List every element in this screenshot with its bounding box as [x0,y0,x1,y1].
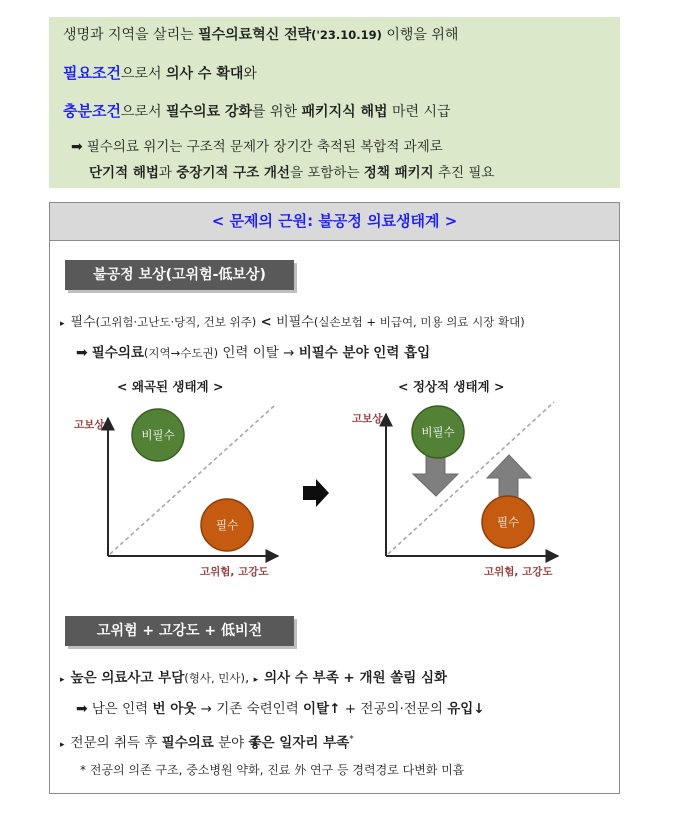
section-label-unfair-compensation: 불공정 보상(고위험-低보상) [65,260,294,290]
normal-ecosystem-title: < 정상적 생태계 > [398,379,505,394]
section2-bullet-1: ▸ 높은 의료사고 부담(형사, 민사), ▸ 의사 수 부족 + 개원 쏠림 심화 [60,670,448,686]
right-arrow-icon: ➡ [76,701,88,717]
panel-title: < 문제의 근원: 불공정 의료생태계 > [50,203,619,241]
ecosystem-diagrams [50,398,619,618]
bullet-triangle-icon: ▸ [253,675,259,685]
essential-bubble-label: 필수 [215,518,239,532]
transition-arrow-icon [303,479,329,507]
intro-panel [49,17,620,188]
section2-bullet-3: ▸ 전문의 취득 후 필수의료 분야 좋은 일자리 부족* [60,734,354,751]
distorted-ecosystem-chart [73,406,278,578]
distorted-ecosystem-title: < 왜곡된 생태계 > [117,379,224,394]
y-axis-label: 고보상 [74,419,105,431]
intro-line-4: ➡ 필수의료 위기는 구조적 문제가 장기간 축적된 복합적 과제로 [71,139,443,155]
bullet-triangle-icon: ▸ [60,675,65,685]
intro-line-2: 필요조건으로서 의사 수 확대와 [63,64,257,82]
intro-line-5: 단기적 해법과 중장기적 구조 개선을 포함하는 정책 패키지 추진 필요 [89,165,495,181]
intro-line-1: 생명과 지역을 살리는 필수의료혁신 전략('23.10.19) 이행을 위해 [63,27,459,43]
problem-root-panel [49,202,620,794]
down-arrow-icon [413,454,458,496]
nonessential-bubble-label: 비필수 [421,425,455,439]
section1-bullet-1: ▸ 필수(고위험·고난도·당직, 건보 위주) < 비필수(실손보험 + 비급여, 미용 의료 시장 확대) [60,315,525,330]
section2-bullet-2: ➡ 남은 인력 번 아웃 → 기존 숙련인력 이탈↑ + 전공의·전문의 유입↓ [76,701,485,717]
bullet-triangle-icon: ▸ [60,740,65,750]
essential-bubble-label: 필수 [496,515,520,529]
x-axis-label: 고위험, 고강도 [200,566,269,578]
normal-ecosystem-chart [351,402,558,578]
right-arrow-icon: ➡ [71,139,83,155]
y-axis-label: 고보상 [352,413,383,425]
intro-line-3: 충분조건으로서 필수의료 강화를 위한 패키지식 해법 마련 시급 [63,102,451,120]
section1-bullet-2: ➡ 필수의료(지역→수도권) 인력 이탈 → 비필수 분야 인력 흡입 [76,345,431,361]
section2-footnote: * 전공의 의존 구조, 중소병원 약화, 진료 外 연구 등 경력경로 다변화 미흡 [80,763,465,777]
section-label-high-risk: 고위험 + 고강도 + 低비전 [65,616,294,646]
up-arrow-icon [487,455,531,498]
x-axis-label: 고위험, 고강도 [484,566,553,578]
right-arrow-icon: ➡ [76,345,88,361]
bullet-triangle-icon: ▸ [60,319,65,329]
nonessential-bubble-label: 비필수 [141,428,175,442]
